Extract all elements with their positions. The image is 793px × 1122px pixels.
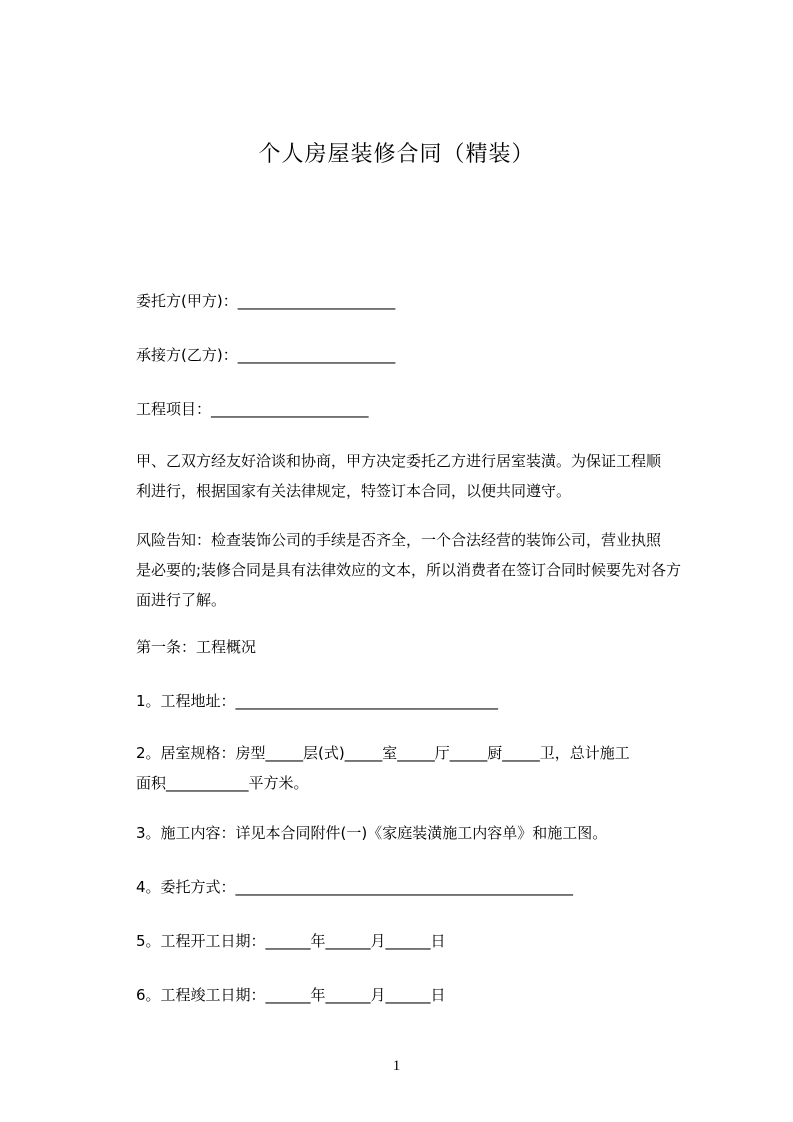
contractor-field: 承接方(乙方)：_____________________ <box>136 346 396 364</box>
room-spec-paragraph <box>136 738 712 798</box>
room-spec-line: 2。居室规格：房型_____层(式)_____室_____厅_____厨_____卫，总计施工 <box>136 744 630 762</box>
risk-notice-paragraph <box>136 525 712 615</box>
client-field: 委托方(甲方)：_____________________ <box>136 292 396 310</box>
project-address-field: 1。工程地址：___________________________________ <box>136 692 499 710</box>
start-date-field: 5。工程开工日期：______年______月______日 <box>136 932 446 950</box>
project-field: 工程项目：_____________________ <box>136 400 369 418</box>
commission-method-field: 4。委托方式：_____________________________________________ <box>136 878 574 896</box>
intro-paragraph <box>136 446 712 506</box>
document-title: 个人房屋装修合同（精装） <box>258 142 535 167</box>
completion-date-field: 6。工程竣工日期：______年______月______日 <box>136 986 446 1004</box>
page-number: 1 <box>392 1058 401 1074</box>
risk-notice-line: 面进行了解。 <box>136 591 227 609</box>
risk-notice-line: 风险告知：检查装饰公司的手续是否齐全，一个合法经营的装饰公司，营业执照 <box>136 531 662 549</box>
risk-notice-line: 是必要的;装修合同是具有法律效应的文本，所以消费者在签订合同时候要先对各方 <box>136 561 682 579</box>
article-1-heading: 第一条：工程概况 <box>136 638 257 656</box>
construction-content-item: 3。施工内容：详见本合同附件(一)《家庭装潢施工内容单》和施工图。 <box>136 824 608 842</box>
intro-line: 甲、乙双方经友好洽谈和协商，甲方决定委托乙方进行居室装潢。为保证工程顺 <box>136 452 662 470</box>
room-spec-line: 面积___________平方米。 <box>136 774 309 792</box>
intro-line: 利进行，根据国家有关法律规定，特签订本合同，以便共同遵守。 <box>136 482 572 500</box>
